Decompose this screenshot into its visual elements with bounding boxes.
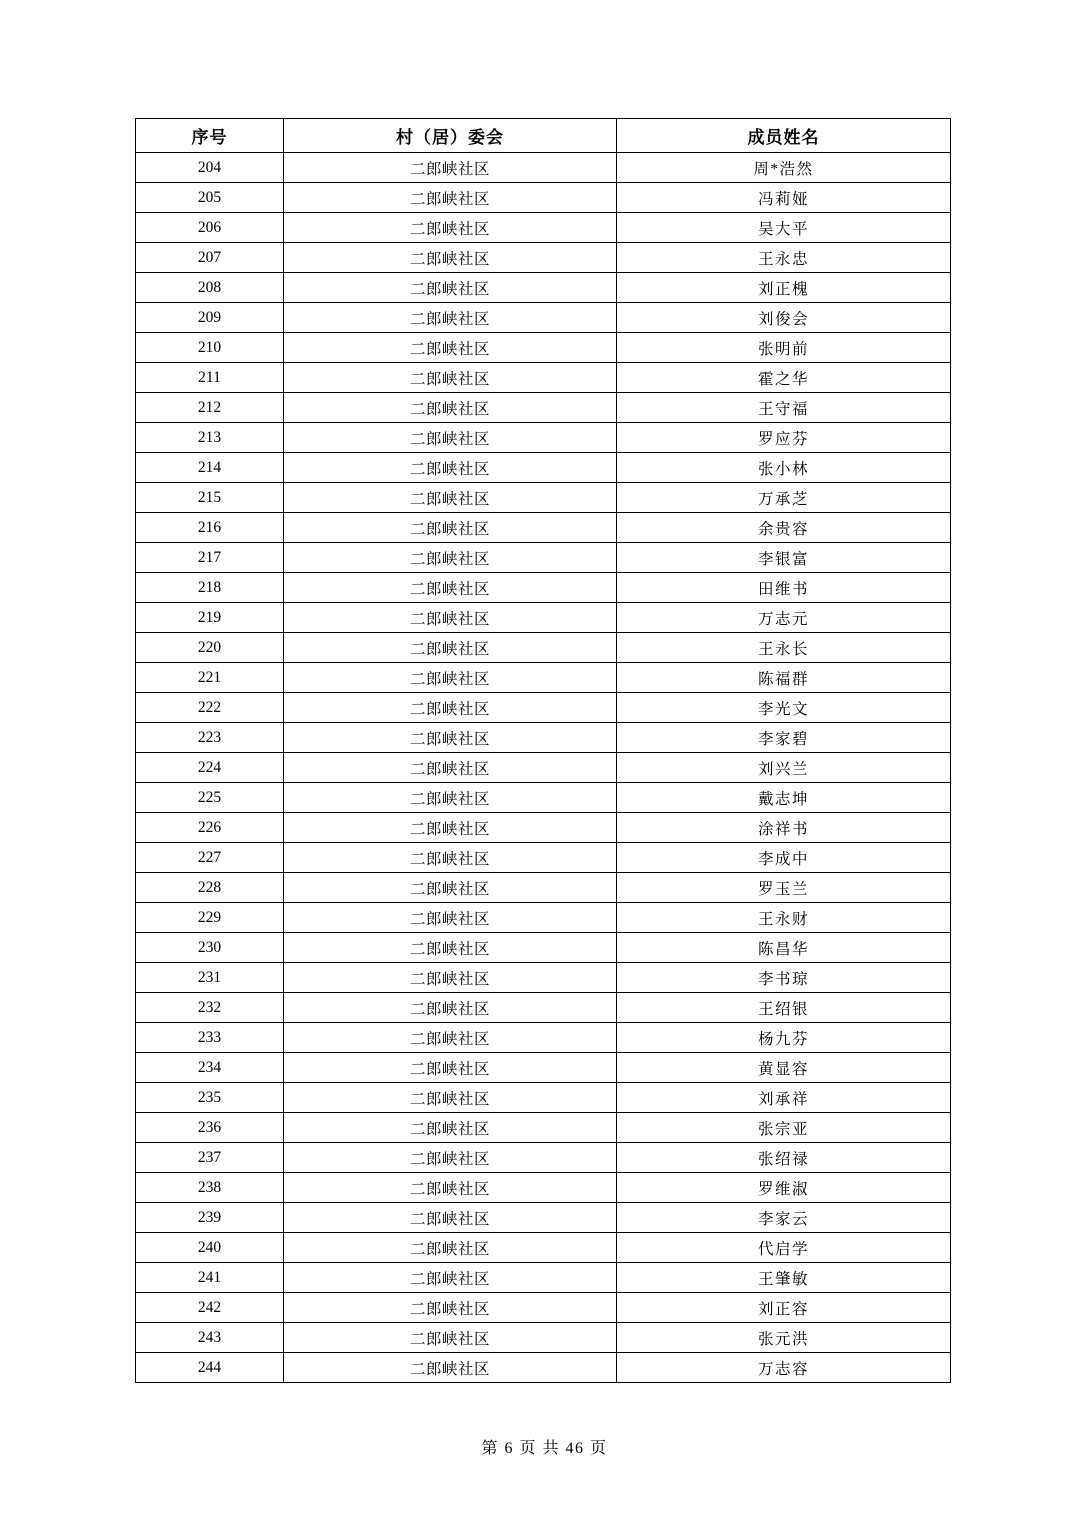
cell-index: 233 — [136, 1023, 284, 1053]
cell-index: 206 — [136, 213, 284, 243]
cell-village: 二郎峡社区 — [284, 993, 617, 1023]
cell-index: 229 — [136, 903, 284, 933]
cell-member-name: 王永忠 — [617, 243, 951, 273]
table-body — [136, 153, 951, 1383]
cell-village: 二郎峡社区 — [284, 783, 617, 813]
cell-index: 205 — [136, 183, 284, 213]
table-row — [136, 633, 951, 663]
cell-index: 211 — [136, 363, 284, 393]
cell-member-name: 万志元 — [617, 603, 951, 633]
cell-village: 二郎峡社区 — [284, 393, 617, 423]
cell-member-name: 刘俊会 — [617, 303, 951, 333]
table-row — [136, 183, 951, 213]
table-row — [136, 453, 951, 483]
cell-index: 225 — [136, 783, 284, 813]
cell-village: 二郎峡社区 — [284, 543, 617, 573]
cell-index: 216 — [136, 513, 284, 543]
cell-member-name: 冯莉娅 — [617, 183, 951, 213]
cell-village: 二郎峡社区 — [284, 153, 617, 183]
cell-member-name: 王永财 — [617, 903, 951, 933]
cell-village: 二郎峡社区 — [284, 513, 617, 543]
cell-member-name: 李光文 — [617, 693, 951, 723]
cell-village: 二郎峡社区 — [284, 453, 617, 483]
cell-index: 226 — [136, 813, 284, 843]
cell-member-name: 陈昌华 — [617, 933, 951, 963]
cell-member-name: 陈福群 — [617, 663, 951, 693]
table-row — [136, 1263, 951, 1293]
table-row — [136, 1053, 951, 1083]
cell-village: 二郎峡社区 — [284, 843, 617, 873]
cell-member-name: 罗玉兰 — [617, 873, 951, 903]
cell-index: 231 — [136, 963, 284, 993]
table-row — [136, 1143, 951, 1173]
cell-village: 二郎峡社区 — [284, 663, 617, 693]
table-row — [136, 573, 951, 603]
table-row — [136, 603, 951, 633]
cell-index: 215 — [136, 483, 284, 513]
cell-village: 二郎峡社区 — [284, 183, 617, 213]
cell-village: 二郎峡社区 — [284, 1023, 617, 1053]
cell-index: 243 — [136, 1323, 284, 1353]
table-row — [136, 543, 951, 573]
cell-village: 二郎峡社区 — [284, 333, 617, 363]
column-header-name: 成员姓名 — [617, 119, 951, 153]
cell-index: 234 — [136, 1053, 284, 1083]
table-row — [136, 873, 951, 903]
cell-member-name: 李家碧 — [617, 723, 951, 753]
cell-member-name: 刘正容 — [617, 1293, 951, 1323]
cell-member-name: 杨九芬 — [617, 1023, 951, 1053]
cell-member-name: 涂祥书 — [617, 813, 951, 843]
cell-village: 二郎峡社区 — [284, 1323, 617, 1353]
cell-index: 239 — [136, 1203, 284, 1233]
cell-index: 241 — [136, 1263, 284, 1293]
table-row — [136, 1353, 951, 1383]
table-row — [136, 663, 951, 693]
cell-village: 二郎峡社区 — [284, 1143, 617, 1173]
table-row — [136, 963, 951, 993]
table-header — [136, 119, 951, 153]
table-row — [136, 1173, 951, 1203]
cell-village: 二郎峡社区 — [284, 933, 617, 963]
cell-village: 二郎峡社区 — [284, 483, 617, 513]
cell-village: 二郎峡社区 — [284, 363, 617, 393]
table-row — [136, 303, 951, 333]
table-row — [136, 243, 951, 273]
table-row — [136, 1203, 951, 1233]
table-row — [136, 393, 951, 423]
cell-village: 二郎峡社区 — [284, 1233, 617, 1263]
table-row — [136, 423, 951, 453]
cell-index: 224 — [136, 753, 284, 783]
cell-member-name: 张绍禄 — [617, 1143, 951, 1173]
cell-village: 二郎峡社区 — [284, 1203, 617, 1233]
table-row — [136, 213, 951, 243]
cell-index: 207 — [136, 243, 284, 273]
cell-member-name: 周*浩然 — [617, 153, 951, 183]
cell-village: 二郎峡社区 — [284, 1173, 617, 1203]
cell-index: 210 — [136, 333, 284, 363]
cell-index: 228 — [136, 873, 284, 903]
table-row — [136, 1293, 951, 1323]
cell-member-name: 刘正槐 — [617, 273, 951, 303]
cell-index: 212 — [136, 393, 284, 423]
cell-index: 222 — [136, 693, 284, 723]
cell-member-name: 李书琼 — [617, 963, 951, 993]
cell-index: 204 — [136, 153, 284, 183]
cell-village: 二郎峡社区 — [284, 813, 617, 843]
cell-member-name: 吴大平 — [617, 213, 951, 243]
table-row — [136, 693, 951, 723]
cell-member-name: 戴志坤 — [617, 783, 951, 813]
cell-index: 232 — [136, 993, 284, 1023]
table-row — [136, 1023, 951, 1053]
cell-village: 二郎峡社区 — [284, 1293, 617, 1323]
cell-index: 227 — [136, 843, 284, 873]
cell-index: 235 — [136, 1083, 284, 1113]
cell-village: 二郎峡社区 — [284, 213, 617, 243]
cell-member-name: 张小林 — [617, 453, 951, 483]
cell-member-name: 李银富 — [617, 543, 951, 573]
cell-member-name: 罗应芬 — [617, 423, 951, 453]
cell-index: 223 — [136, 723, 284, 753]
table-row — [136, 903, 951, 933]
cell-member-name: 张宗亚 — [617, 1113, 951, 1143]
cell-index: 220 — [136, 633, 284, 663]
cell-index: 209 — [136, 303, 284, 333]
cell-village: 二郎峡社区 — [284, 1353, 617, 1383]
table-row — [136, 363, 951, 393]
cell-member-name: 万承芝 — [617, 483, 951, 513]
cell-village: 二郎峡社区 — [284, 753, 617, 783]
cell-village: 二郎峡社区 — [284, 723, 617, 753]
cell-village: 二郎峡社区 — [284, 603, 617, 633]
cell-member-name: 王永长 — [617, 633, 951, 663]
cell-village: 二郎峡社区 — [284, 1053, 617, 1083]
cell-index: 244 — [136, 1353, 284, 1383]
table-row — [136, 1233, 951, 1263]
table-row — [136, 273, 951, 303]
cell-index: 240 — [136, 1233, 284, 1263]
cell-village: 二郎峡社区 — [284, 1113, 617, 1143]
cell-village: 二郎峡社区 — [284, 903, 617, 933]
cell-index: 242 — [136, 1293, 284, 1323]
table-row — [136, 153, 951, 183]
cell-village: 二郎峡社区 — [284, 633, 617, 663]
roster-table — [135, 118, 951, 1383]
cell-index: 219 — [136, 603, 284, 633]
cell-index: 208 — [136, 273, 284, 303]
cell-index: 214 — [136, 453, 284, 483]
column-header-index: 序号 — [136, 119, 284, 153]
table-row — [136, 483, 951, 513]
table-row — [136, 933, 951, 963]
cell-member-name: 霍之华 — [617, 363, 951, 393]
table-row — [136, 723, 951, 753]
cell-member-name: 余贵容 — [617, 513, 951, 543]
cell-village: 二郎峡社区 — [284, 873, 617, 903]
cell-village: 二郎峡社区 — [284, 243, 617, 273]
cell-index: 221 — [136, 663, 284, 693]
cell-index: 230 — [136, 933, 284, 963]
cell-village: 二郎峡社区 — [284, 423, 617, 453]
cell-index: 238 — [136, 1173, 284, 1203]
cell-member-name: 田维书 — [617, 573, 951, 603]
cell-village: 二郎峡社区 — [284, 273, 617, 303]
table-row — [136, 513, 951, 543]
table-row — [136, 783, 951, 813]
table-row — [136, 843, 951, 873]
cell-village: 二郎峡社区 — [284, 693, 617, 723]
table-row — [136, 753, 951, 783]
column-header-village: 村（居）委会 — [284, 119, 617, 153]
table-row — [136, 993, 951, 1023]
cell-index: 217 — [136, 543, 284, 573]
page-footer — [135, 1435, 954, 1458]
cell-member-name: 张元洪 — [617, 1323, 951, 1353]
cell-member-name: 刘承祥 — [617, 1083, 951, 1113]
cell-member-name: 黄显容 — [617, 1053, 951, 1083]
cell-member-name: 李家云 — [617, 1203, 951, 1233]
table-row — [136, 333, 951, 363]
page-number-text: 第 6 页 共 46 页 — [481, 1440, 608, 1457]
cell-village: 二郎峡社区 — [284, 1263, 617, 1293]
cell-member-name: 王肇敏 — [617, 1263, 951, 1293]
table-row — [136, 1323, 951, 1353]
table-header-row — [136, 119, 951, 153]
cell-member-name: 罗维淑 — [617, 1173, 951, 1203]
cell-member-name: 李成中 — [617, 843, 951, 873]
cell-index: 213 — [136, 423, 284, 453]
cell-index: 218 — [136, 573, 284, 603]
table-row — [136, 813, 951, 843]
cell-village: 二郎峡社区 — [284, 573, 617, 603]
cell-village: 二郎峡社区 — [284, 1083, 617, 1113]
table-row — [136, 1113, 951, 1143]
cell-member-name: 王守福 — [617, 393, 951, 423]
cell-village: 二郎峡社区 — [284, 963, 617, 993]
cell-member-name: 代启学 — [617, 1233, 951, 1263]
cell-index: 237 — [136, 1143, 284, 1173]
cell-index: 236 — [136, 1113, 284, 1143]
cell-member-name: 刘兴兰 — [617, 753, 951, 783]
table-row — [136, 1083, 951, 1113]
cell-village: 二郎峡社区 — [284, 303, 617, 333]
cell-member-name: 万志容 — [617, 1353, 951, 1383]
cell-member-name: 张明前 — [617, 333, 951, 363]
cell-member-name: 王绍银 — [617, 993, 951, 1023]
